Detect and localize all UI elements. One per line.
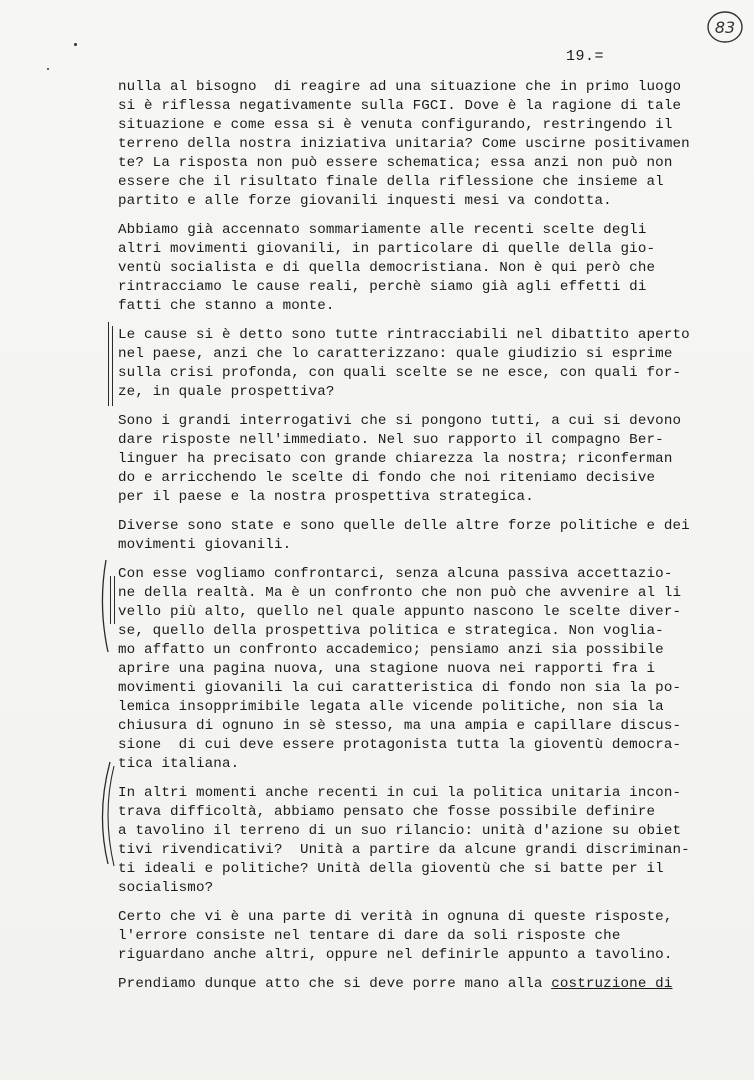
margin-mark xyxy=(110,576,111,624)
text-line: dare risposte nell'immediato. Nel suo rapporto il compagno Ber- xyxy=(118,432,664,448)
text-line: si è riflessa negativamente sulla FGCI. Dove è la ragione di tale xyxy=(118,98,682,114)
text-line xyxy=(118,975,730,994)
text-line: terreno della nostra iniziativa unitaria? Come uscirne positivamen xyxy=(118,136,690,152)
underlined-text: costruzione di xyxy=(551,976,673,992)
text-line: Con esse vogliamo confrontarci, senza alcuna passiva accettazio- xyxy=(118,566,673,582)
text-line: movimenti giovanili. xyxy=(118,537,292,553)
archive-stamp xyxy=(705,9,745,45)
margin-bracket xyxy=(96,556,116,656)
text-line: altri movimenti giovanili, in particolare di quelle della gio- xyxy=(118,241,656,257)
text-line: Diverse sono state e sono quelle delle altre forze politiche e dei xyxy=(118,518,690,534)
page-number: 19.= xyxy=(566,48,605,65)
text-line: ventù socialista e di quella democristiana. Non è qui però che xyxy=(118,260,656,276)
text-line: Abbiamo già accennato sommariamente alle recenti scelte degli xyxy=(118,222,647,238)
margin-mark xyxy=(108,322,109,406)
text-line: trava difficoltà, abbiamo pensato che fosse possibile definire xyxy=(118,804,656,820)
paragraph xyxy=(118,784,730,898)
text-line: riguardano anche altri, oppure nel definirle appunto a tavolino. xyxy=(118,947,673,963)
margin-mark xyxy=(114,576,115,624)
text-line: situazione e come essa si è venuta configurando, restringendo il xyxy=(118,117,673,133)
text-line: te? La risposta non può essere schematica; essa anzi non può non xyxy=(118,155,673,171)
text-line: ti ideali e politiche? Unità della gioventù che si batte per il xyxy=(118,861,664,877)
text-line: lemica insopprimibile legata alle vicende politiche, non sia la xyxy=(118,699,664,715)
text-line: fatti che stanno a monte. xyxy=(118,298,335,314)
text-line: Sono i grandi interrogativi che si pongono tutti, a cui si devono xyxy=(118,413,682,429)
text-line: tica italiana. xyxy=(118,756,240,772)
text-line: tivi rivendicativi? Unità a partire da alcune grandi discriminan- xyxy=(118,842,690,858)
text-line: partito e alle forze giovanili inquesti mesi va condotta. xyxy=(118,193,612,209)
text-line: vello più alto, quello nel quale appunto nascono le scelte diver- xyxy=(118,604,682,620)
document-body xyxy=(118,78,730,1004)
scan-speck xyxy=(74,43,77,46)
stamp-number: 83 xyxy=(714,17,736,37)
paragraph xyxy=(118,326,730,402)
text-line: do e arricchendo le scelte di fondo che noi riteniamo decisive xyxy=(118,470,656,486)
text-line: nulla al bisogno di reagire ad una situazione che in primo luogo xyxy=(118,79,682,95)
text-line: socialismo? xyxy=(118,880,214,896)
text-line: l'errore consiste nel tentare di dare da soli risposte che xyxy=(118,928,621,944)
paragraph xyxy=(118,565,730,774)
text-line: aprire una pagina nuova, una stagione nuova nei rapporti fra i xyxy=(118,661,656,677)
paragraph xyxy=(118,221,730,316)
margin-bracket xyxy=(92,758,118,870)
text-line: rintracciamo le cause reali, perchè siamo già agli effetti di xyxy=(118,279,647,295)
text-line: se, quello della prospettiva politica e strategica. Non voglia- xyxy=(118,623,664,639)
text-line: Certo che vi è una parte di verità in ognuna di queste risposte, xyxy=(118,909,673,925)
paragraph xyxy=(118,517,730,555)
text-line: mo affatto un confronto accademico; pensiamo anzi sia possibile xyxy=(118,642,664,658)
text-line: ze, in quale prospettiva? xyxy=(118,384,335,400)
paragraph xyxy=(118,78,730,211)
text-line: a tavolino il terreno di un suo rilancio: unità d'azione su obiet xyxy=(118,823,682,839)
text-line: ne della realtà. Ma è un confronto che non può che avvenire al li xyxy=(118,585,682,601)
text-line: movimenti giovanili la cui caratteristica di fondo non sia la po- xyxy=(118,680,682,696)
scan-speck xyxy=(47,68,49,70)
text-line: sulla crisi profonda, con quali scelte se ne esce, con quali for- xyxy=(118,365,682,381)
paragraph xyxy=(118,975,730,994)
text-line: essere che il risultato finale della riflessione che insieme al xyxy=(118,174,664,190)
paragraph xyxy=(118,908,730,965)
text-fragment: Prendiamo dunque atto che si deve porre mano alla xyxy=(118,976,552,992)
text-line: In altri momenti anche recenti in cui la politica unitaria incon- xyxy=(118,785,682,801)
text-line: Le cause si è detto sono tutte rintracciabili nel dibattito aperto xyxy=(118,327,690,343)
paragraph xyxy=(118,412,730,507)
text-line: chiusura di ognuno in sè stesso, ma una ampia e capillare discus- xyxy=(118,718,682,734)
text-line: linguer ha precisato con grande chiarezza la nostra; riconferman xyxy=(118,451,673,467)
text-line: nel paese, anzi che lo caratterizzano: quale giudizio si esprime xyxy=(118,346,673,362)
text-line: sione di cui deve essere protagonista tutta la gioventù democra- xyxy=(118,737,682,753)
text-line: per il paese e la nostra prospettiva strategica. xyxy=(118,489,534,505)
margin-mark xyxy=(112,326,113,406)
